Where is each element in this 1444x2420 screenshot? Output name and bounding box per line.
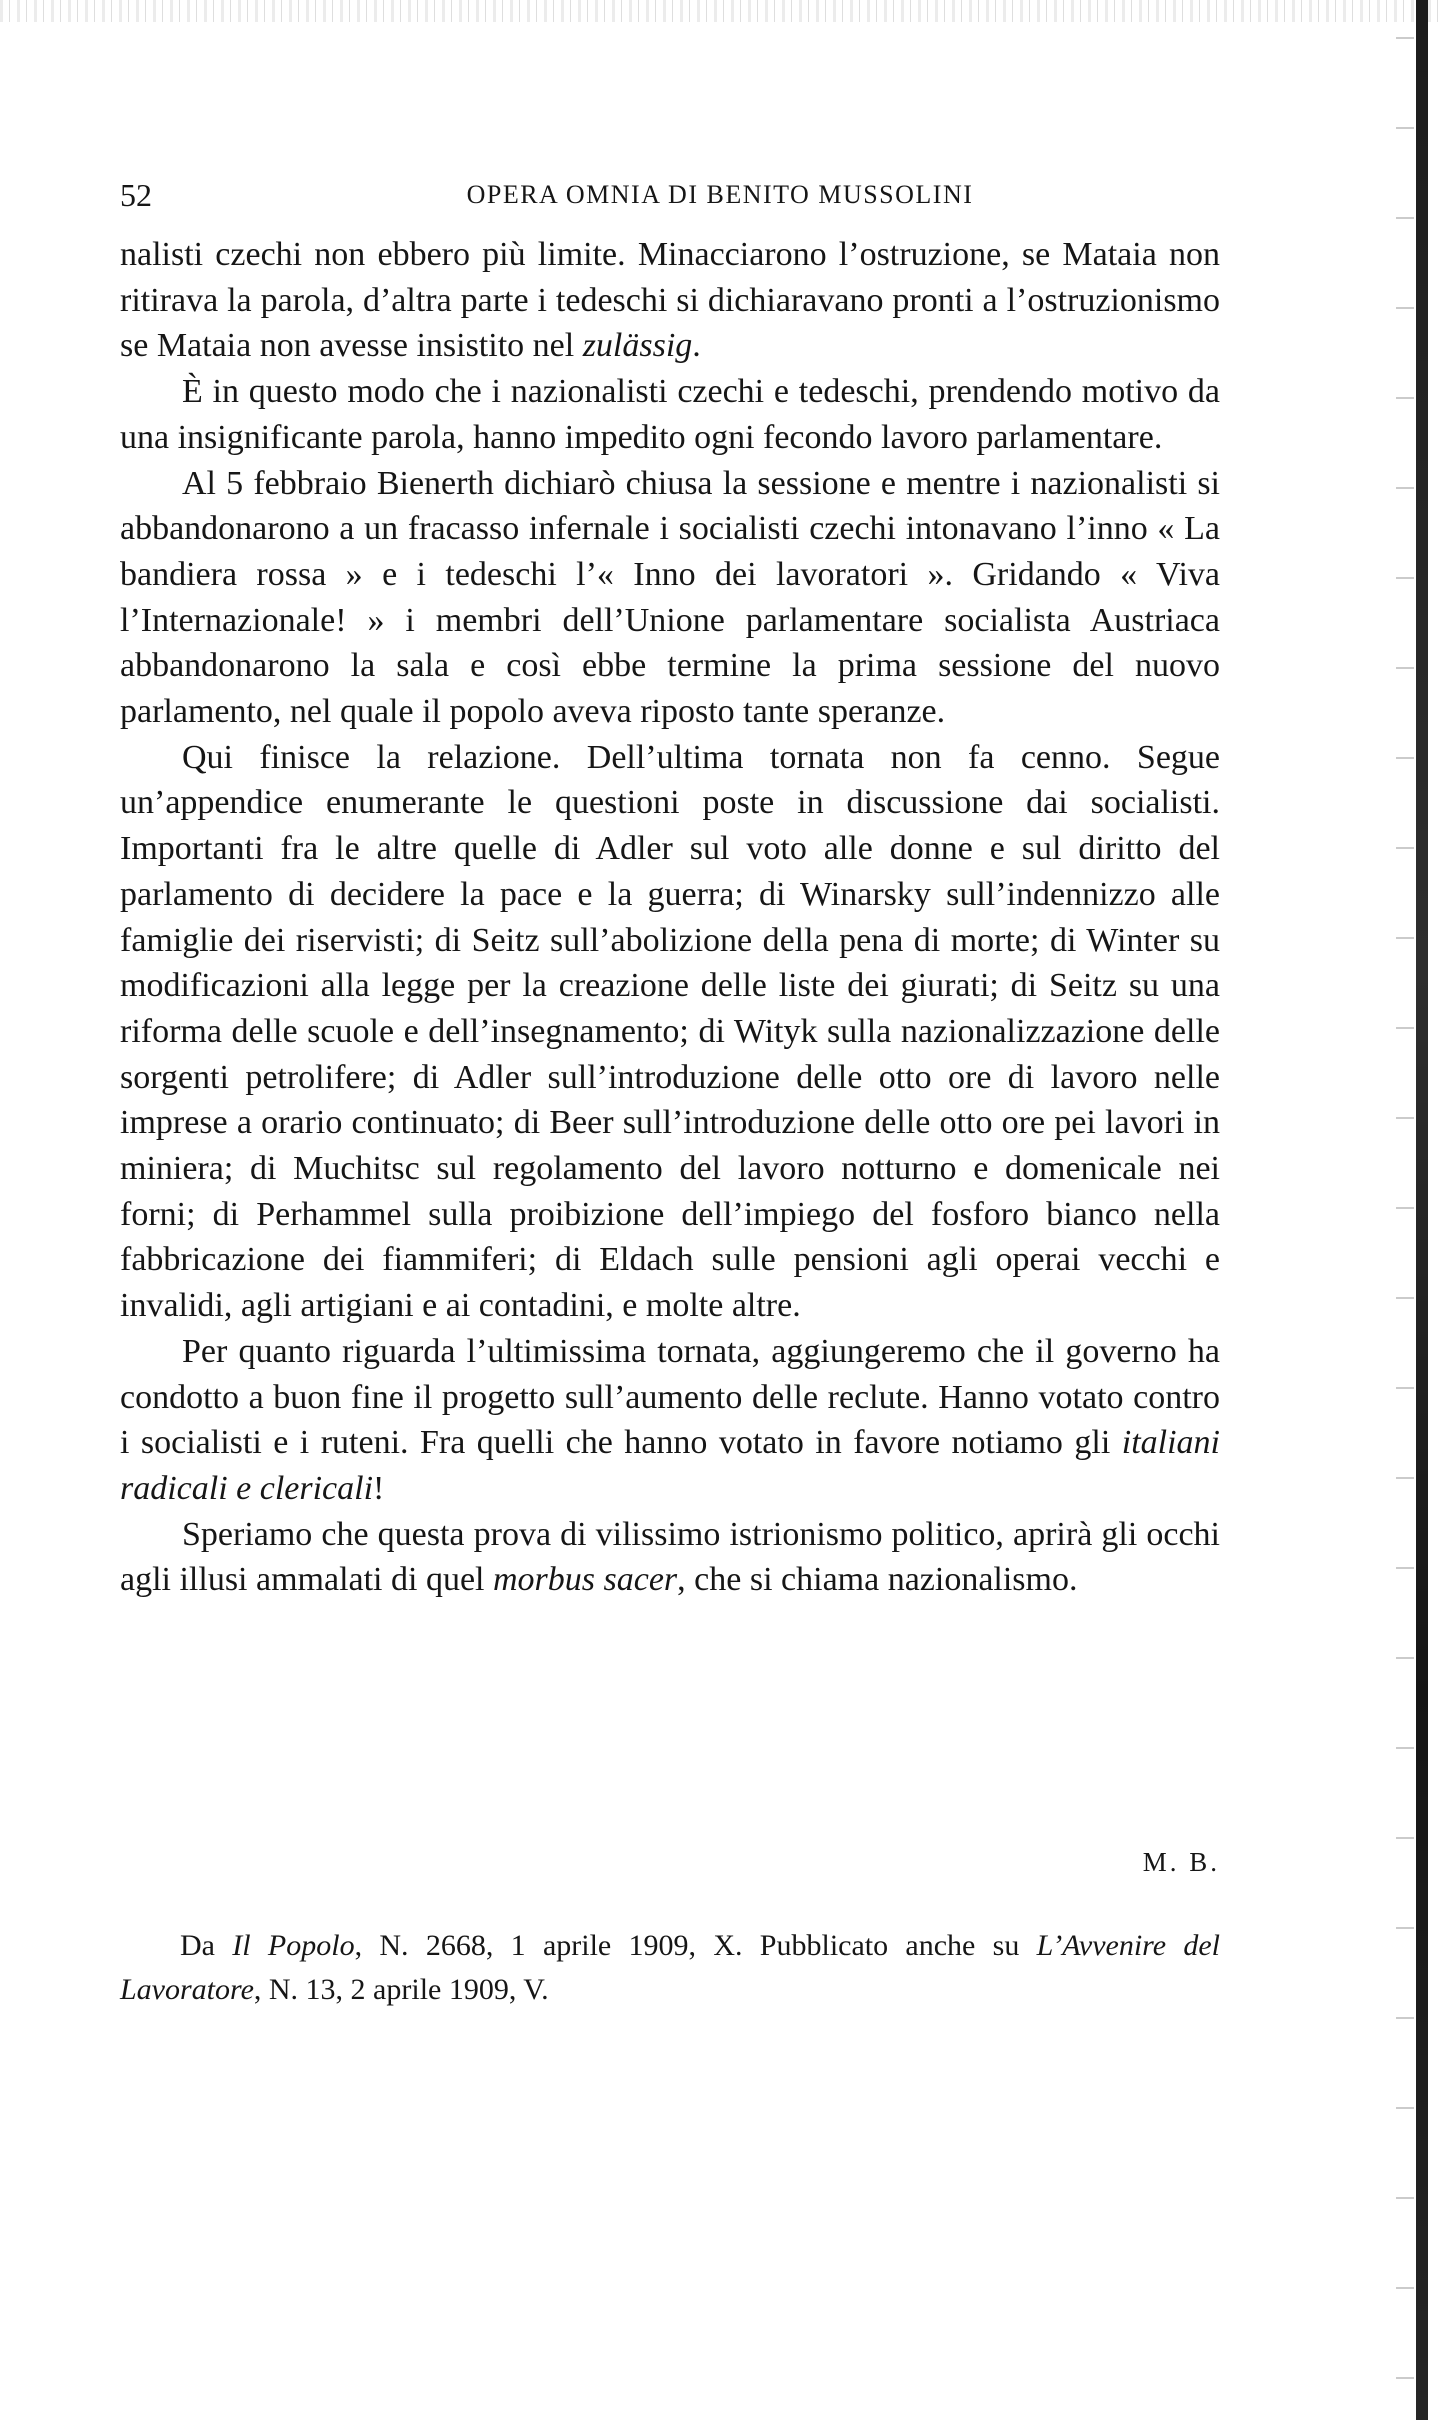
page-header (120, 175, 1220, 215)
paragraph-6-tail: , che si chiama nazionalismo. (677, 1561, 1078, 1599)
paragraph-5 (120, 1329, 1220, 1512)
source-note-suffix: , N. 13, 2 aprile 1909, V. (253, 1973, 549, 2006)
paragraph-6-text: Speriamo che questa prova di vilissimo istrionismo politico, aprirà gli occhi agli illusi ammalati di quel (120, 1515, 1220, 1599)
paragraph-5-italic: italiani radicali e clericali (120, 1424, 1220, 1507)
author-signature: M. B. (1142, 1847, 1220, 1877)
source-note (120, 1924, 1220, 2012)
source-note-prefix: Da (180, 1929, 233, 1962)
scan-noise-top (0, 0, 1444, 22)
paragraph-2: È in questo modo che i nazionalisti czechi e tedeschi, prendendo motivo da una insignificante parola, hanno impedito ogni fecondo lavoro parlamentare. (120, 373, 1220, 456)
paragraph-1-text: nalisti czechi non ebbero più limite. Minacciarono l’ostruzione, se Mataia non ritirava la parola, d’altra parte i tedeschi si dichiaravano pronti a l’ostruzionismo se Mataia non avesse insistito nel (120, 236, 1220, 365)
page-number: 52 (120, 177, 152, 213)
article-body (120, 232, 1220, 1603)
running-head: OPERA OMNIA DI BENITO MUSSOLINI (466, 180, 974, 209)
paragraph-6-italic: morbus sacer (493, 1561, 678, 1599)
paragraph-3: Al 5 febbraio Bienerth dichiarò chiusa la sessione e mentre i nazionalisti si abbandonarono a un fracasso infernale i socialisti czechi intonavano l’inno « La bandiera rossa » e i tedeschi l’« Inno dei lavoratori ». Gridando « Viva l’Internazionale! » i membri dell’Unione parlamentare socialista Austriaca abbandonarono la sala e così ebbe termine la prima sessione del nuovo parlamento, nel quale il popolo aveva riposto tante speranze. (120, 464, 1220, 731)
paragraph-4: Qui finisce la relazione. Dell’ultima tornata non fa cenno. Segue un’appendice enumerante le questioni poste in discussione dai socialisti. Importanti fra le altre quelle di Adler sul voto alle donne e sul diritto del parlamento di decidere la pace e la guerra; di Winarsky sull’indennizzo alle famiglie dei riservisti; di Seitz sull’abolizione della pena di morte; di Winter su modificazioni alla legge per la creazione delle liste dei giurati; di Seitz su una riforma delle scuole e dell’insegnamento; di Wityk sulla nazionalizzazione delle sorgenti petrolifere; di Adler sull’introduzione delle otto ore di lavoro nelle imprese a orario continuato; di Beer sull’introduzione delle otto ore pei lavori in miniera; di Muchitsc sul regolamento del lavoro notturno e domenicale nei forni; di Perhammel sulla proibizione dell’impiego del fosforo bianco nella fabbricazione dei fiammiferi; di Eldach sulle pensioni agli operai vecchi e invalidi, agli artigiani e ai contadini, e molte altre. (120, 738, 1220, 1325)
paragraph-5-tail: ! (373, 1469, 385, 1507)
scan-edge-specks (1396, 0, 1414, 2420)
source-publication-2: L’Avvenire del Lavoratore (120, 1929, 1220, 2006)
paragraph-5-text: Per quanto riguarda l’ultimissima tornata, aggiungeremo che il governo ha condotto a buon fine il progetto sull’aumento delle reclute. Hanno votato contro i socialisti e i ruteni. Fra quelli che hanno votato in favore notiamo gli (120, 1332, 1220, 1462)
paragraph-1-italic: zulässig (582, 327, 693, 365)
source-publication-1: Il Popolo (232, 1929, 355, 1962)
scan-binding-edge (1416, 0, 1428, 2420)
paragraph-1 (120, 232, 1220, 369)
paragraph-6 (120, 1512, 1220, 1603)
paragraph-1-tail: . (692, 327, 701, 365)
source-note-middle: , N. 2668, 1 aprile 1909, X. Pubblicato anche su (354, 1929, 1037, 1962)
